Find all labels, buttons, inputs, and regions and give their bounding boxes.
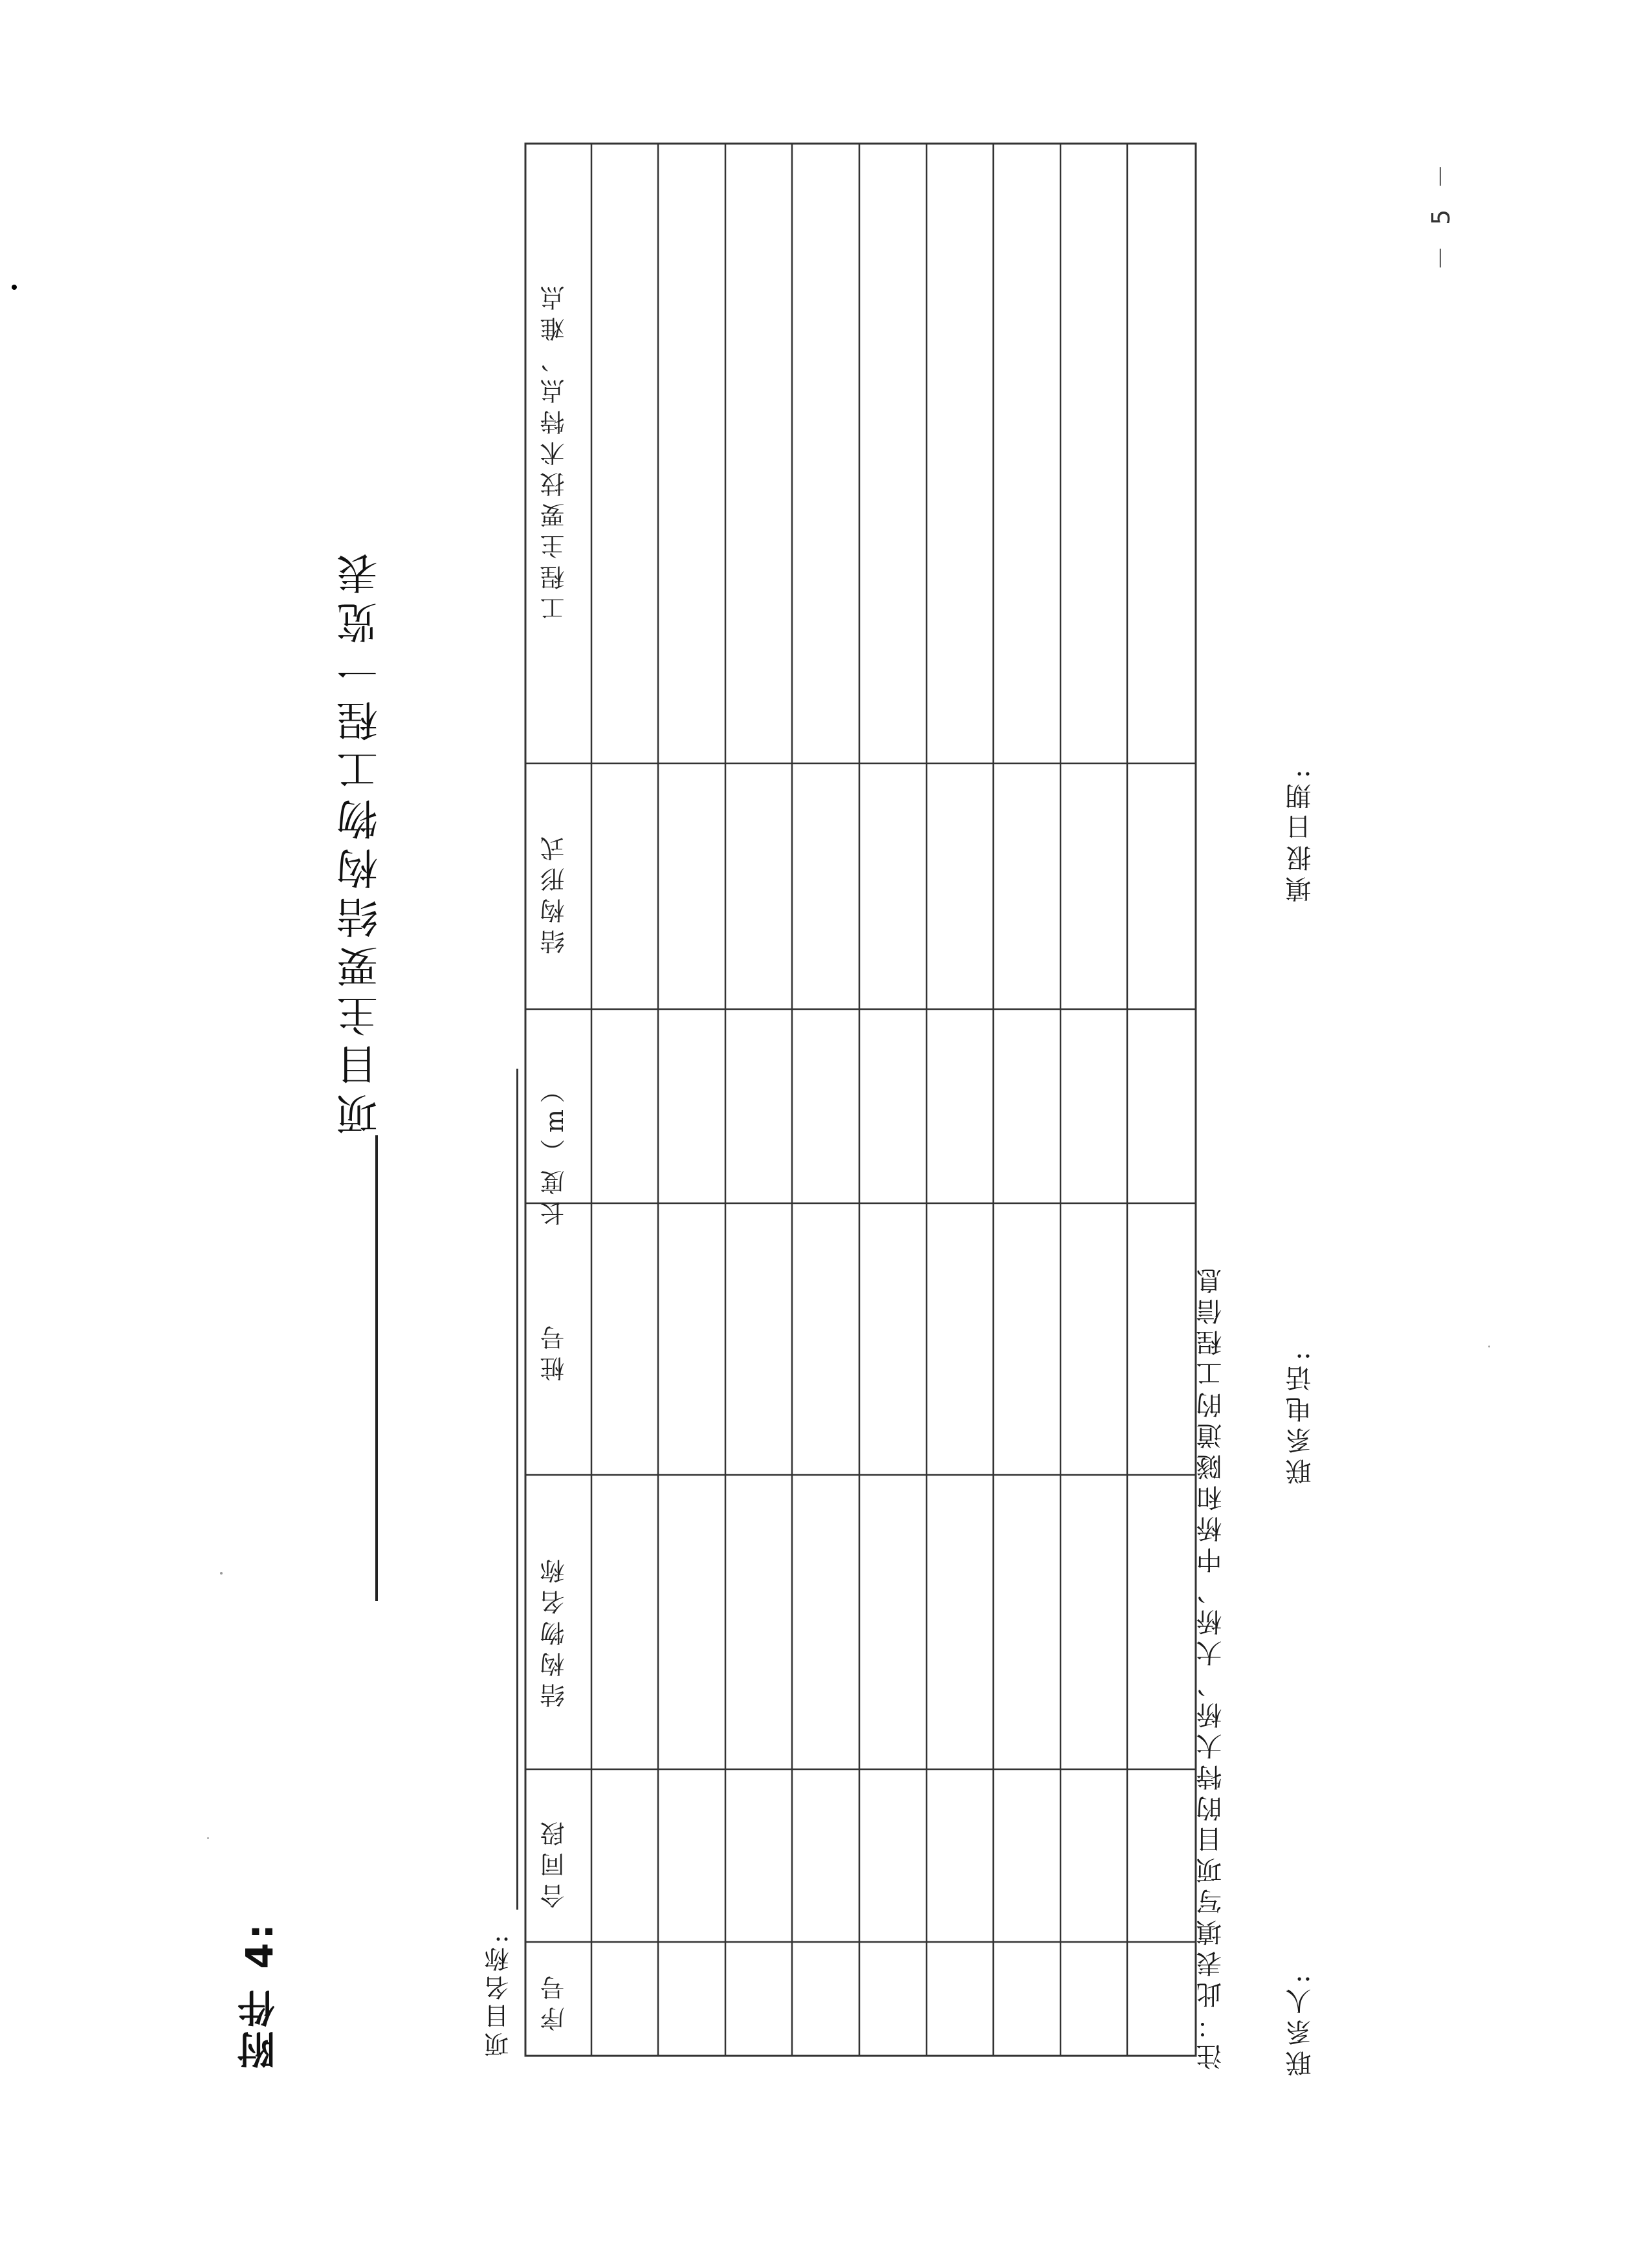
project-name-label: 项目名称: bbox=[485, 1931, 513, 2057]
table-note: 注：此表填写项目的特大桥、大桥、中桥和隧道的工程信息 bbox=[1196, 1263, 1226, 2070]
scan-speck bbox=[207, 1837, 209, 1839]
scan-speck bbox=[1488, 1346, 1490, 1347]
contact-phone-label: 联系电话: bbox=[1286, 1346, 1315, 1485]
header-structure-name: 结构物名称 bbox=[540, 1553, 569, 1708]
project-name-underline bbox=[516, 1069, 518, 1910]
document-title: 项目主要结构物工程一览表 bbox=[337, 545, 385, 1135]
page-number: － 5 － bbox=[1427, 157, 1455, 270]
contact-person-label: 联系人: bbox=[1286, 1969, 1315, 2077]
title-blank-underline bbox=[375, 1135, 378, 1601]
attachment-label: 附件 4: bbox=[237, 1920, 281, 2069]
header-structure-type: 结构形式 bbox=[540, 830, 569, 954]
scan-speck bbox=[12, 285, 17, 290]
column-lines bbox=[525, 763, 1196, 1942]
header-serial-no: 序号 bbox=[540, 1969, 569, 2031]
header-length: 长度（m） bbox=[540, 1071, 569, 1226]
scan-speck bbox=[220, 1572, 223, 1575]
header-contract-section: 合同段 bbox=[540, 1815, 569, 1908]
structures-table bbox=[524, 142, 1197, 2057]
header-technical-features: 工程主要技术特点、难点 bbox=[540, 279, 569, 621]
fill-date-label: 填报日期: bbox=[1286, 764, 1315, 902]
header-station-no: 桩号 bbox=[540, 1319, 569, 1381]
